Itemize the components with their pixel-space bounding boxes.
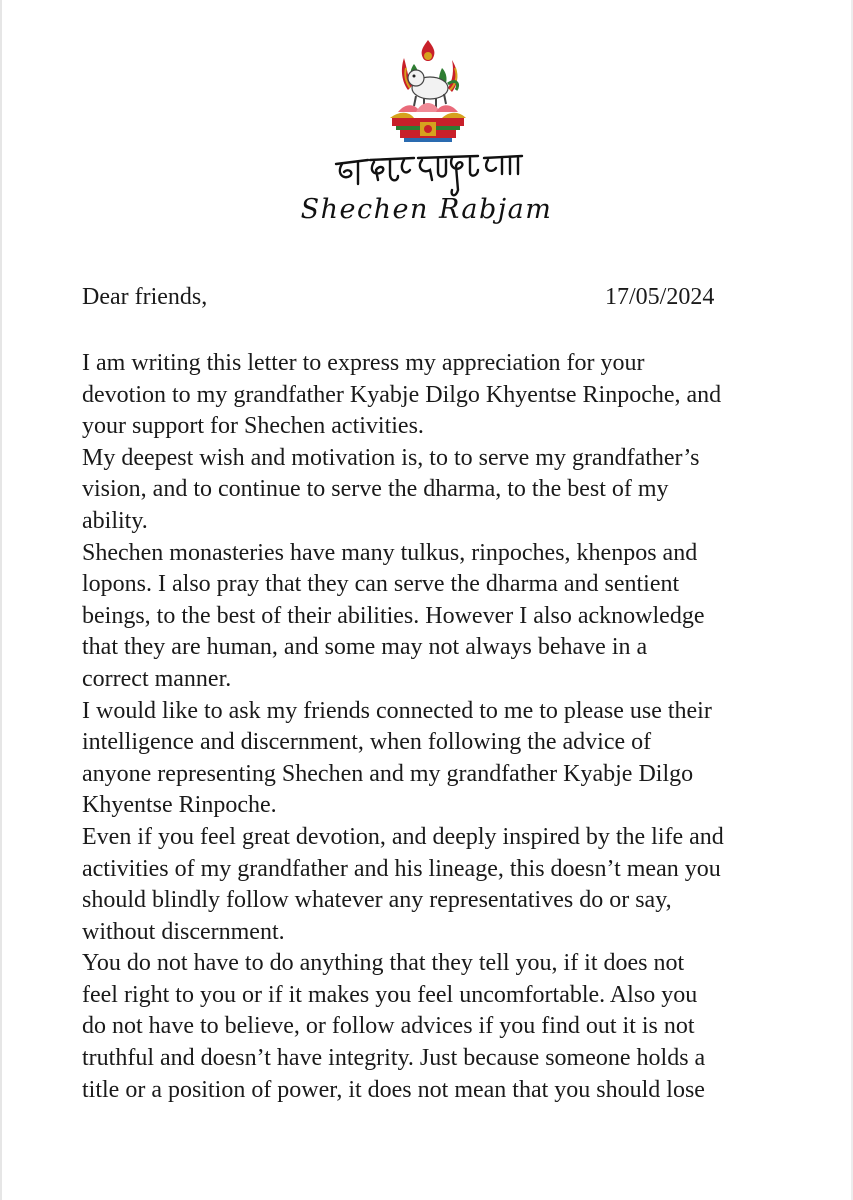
letter-text [82,348,782,1106]
text-line: vision, and to continue to serve the dharma, to the best of my [82,476,669,503]
paragraph [82,696,782,822]
text-line: intelligence and discernment, when following the advice of [82,729,652,756]
text-line: anyone representing Shechen and my grandfather Kyabje Dilgo [82,760,694,787]
text-line: Even if you feel great devotion, and deeply inspired by the life and [82,823,724,850]
letter-header-row [82,284,782,320]
text-line: truthful and doesn’t have integrity. Just because someone holds a [82,1045,706,1072]
signature-name: Shechen Rabjam [300,194,553,225]
snow-lion-emblem-icon [376,38,480,148]
text-line: I am writing this letter to express my appreciation for your [82,350,645,376]
text-line: title or a position of power, it does not mean that you should lose [82,1076,705,1103]
text-line: your support for Shechen activities. [82,413,424,440]
text-line: correct manner. [82,665,232,692]
text-line: My deepest wish and motivation is, to to serve my grandfather’s [82,444,700,471]
paragraph [82,822,782,948]
text-line: without discernment. [82,918,285,945]
text-line: that they are human, and some may not always behave in a [82,634,648,661]
salutation: Dear friends, [82,284,208,310]
paragraph [82,538,782,696]
text-line: do not have to believe, or follow advices if you find out it is not [82,1013,695,1040]
letter-body [82,284,782,1106]
paragraph [82,348,782,443]
letterhead [0,30,853,240]
text-line: devotion to my grandfather Kyabje Dilgo Khyentse Rinpoche, and [82,381,722,408]
text-line: ability. [82,507,148,534]
text-line: Khyentse Rinpoche. [82,792,277,819]
paragraph [82,948,782,1106]
text-line: I would like to ask my friends connected to me to please use their [82,697,712,724]
text-line: beings, to the best of their abilities. However I also acknowledge [82,602,705,629]
text-line: activities of my grandfather and his lineage, this doesn’t mean you [82,855,721,882]
text-line: feel right to you or if it makes you feel uncomfortable. Also you [82,981,698,1008]
text-line: should blindly follow whatever any representatives do or say, [82,887,672,914]
text-line: Shechen monasteries have many tulkus, rinpoches, khenpos and [82,539,698,566]
text-line: lopons. I also pray that they can serve the dharma and sentient [82,571,680,598]
paragraph [82,443,782,538]
letter-date: 17/05/2024 [605,284,715,310]
text-line: You do not have to do anything that they tell you, if it does not [82,950,685,977]
